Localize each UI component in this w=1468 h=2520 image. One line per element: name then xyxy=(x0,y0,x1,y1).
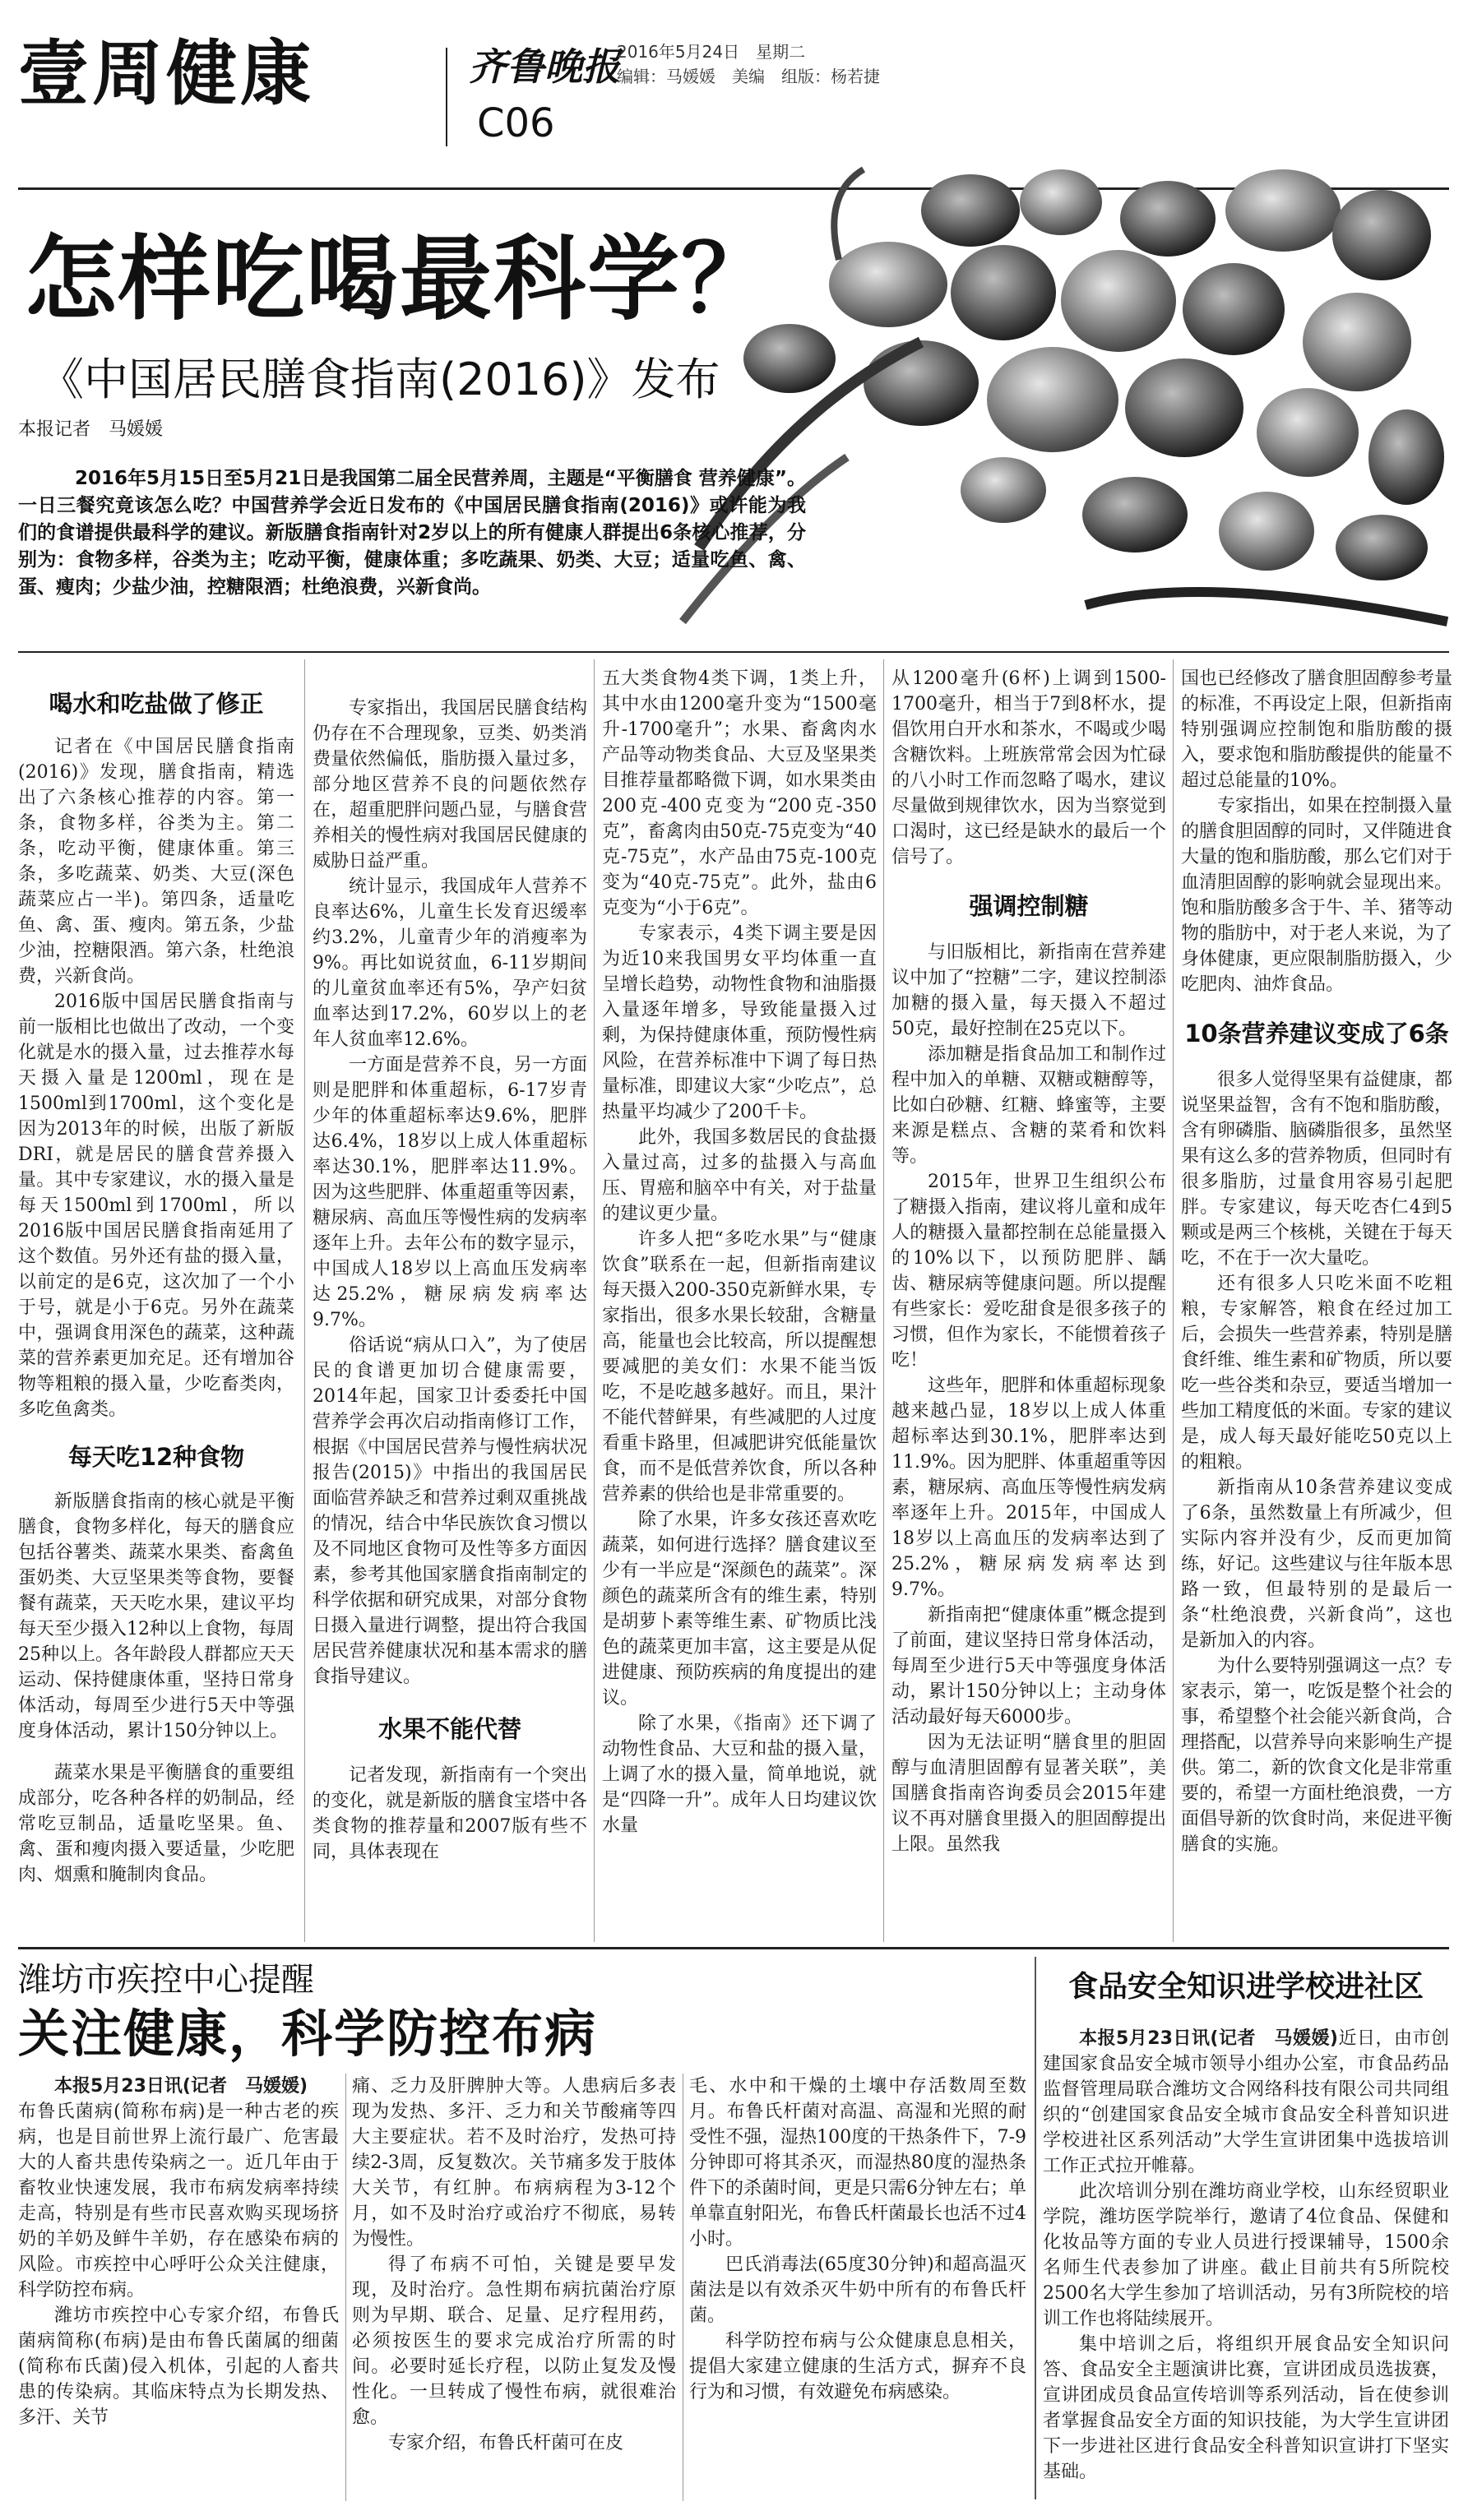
news-label: 潍坊市疾控中心提醒 xyxy=(18,1961,314,1999)
news1-column-2 xyxy=(352,2074,676,2501)
section-head-twelve-foods: 每天吃12种食物 xyxy=(67,1443,245,1471)
article-paragraph: 痛、乏力及肝脾肿大等。人患病后多表现为发热、多汗、乏力和关节酸痛等四大主要症状。若不及时治疗，发热可持续2-3周，反复数次。关节痛多发于肢体大关节，有红肿。布病病程为3-12个月，如不及时治疗或治疗不彻底，易转为慢性。 xyxy=(352,2076,676,2250)
article-paragraph: 这些年，肥胖和体重超标现象越来越凸显，18岁以上成人体重超标率达到30.1%，肥胖率达到11.9%。因为肥胖、体重超重等因素，糖尿病、高血压等慢性病发病率逐年上升。2015年，中国成人18岁以上高血压的发病率达到了25.2%，糖尿病发病率达到9.7%。 xyxy=(891,1376,1166,1600)
masthead-divider xyxy=(446,48,447,146)
column-divider xyxy=(1173,659,1174,1942)
section-head-ten-tips: 10条营养建议变成了6条 xyxy=(1184,1020,1449,1047)
article-paragraph: 专家介绍，布鲁氏杆菌可在皮 xyxy=(388,2433,624,2453)
article-paragraph: 毛、水中和干燥的土壤中存活数周至数月。布鲁氏杆菌对高温、高湿和光照的耐受性不强，湿热100度的干热条件下，7-9分钟即可将其杀灭，而湿热80度的湿热条件下的杀菌时间，更是只需6分钟左右；单单靠直射阳光，布鲁氏杆菌最长也活不过4小时。 xyxy=(689,2076,1026,2250)
article-paragraph: 此次培训分别在潍坊商业学校，山东经贸职业学院，潍坊医学院举行，邀请了4位食品、保健和化妆品等方面的专业人员进行授课辅导，1500余名师生代表参加了讲座。截止目前共有5所院校2500名大学生参加了培训活动，另有3所院校的培训工作也将陆续展开。 xyxy=(1043,2181,1449,2329)
news1-column-1 xyxy=(18,2074,339,2501)
feature-subtitle: 《中国居民膳食指南(2016)》发布 xyxy=(39,354,720,405)
feature-top-rule xyxy=(18,651,1449,653)
column-divider xyxy=(594,659,595,1942)
article-text: 近日，由市创建国家食品安全城市领导小组办公室，市食品药品监督管理局联合潍坊文合网络科技有限公司共同组织的“创建国家食品安全城市食品安全科普知识进学校进社区系列活动”大学生宣讲团集中选拔培训工作正式拉开帷幕。 xyxy=(1043,2028,1449,2176)
masthead-meta xyxy=(617,39,880,89)
news-dateline xyxy=(18,2074,339,2099)
article-paragraph: 添加糖是指食品加工和制作过程中加入的单糖、双糖或糖醇等，比如白砂糖、红糖、蜂蜜等，主要来源是糕点、含糖的菜肴和饮料等。 xyxy=(891,1044,1166,1167)
feature-column-2 xyxy=(313,666,587,1942)
article-paragraph: 五大类食物4类下调，1类上升，其中水由1200毫升变为“1500毫升-1700毫升”；水果、畜禽肉水产品等动物类食品、大豆及坚果类目推荐量都略微下调，如水果类由200克-400克变为“200克-350克”，畜禽肉由50克-75克变为“40克-75克”，水产品由75克-100克变为“40克-75克”。此外，盐由6克变为“小于6克”。 xyxy=(602,668,877,918)
section-title: 壹周健康 xyxy=(18,33,314,115)
feature-column-4 xyxy=(891,666,1166,1942)
article-paragraph: 统计显示，我国成年人营养不良率达6%，儿童生长发育迟缓率约3.2%，儿童青少年的消瘦率为9%。再比如说贫血，6-11岁期间的儿童贫血率还有5%，孕产妇贫血率达到17.2%，60岁以上的老年人贫血率12.6%。 xyxy=(313,876,587,1050)
section-head-sugar: 强调控制糖 xyxy=(969,892,1089,920)
bottom-section-rule xyxy=(18,1947,1449,1949)
article-paragraph: 此外，我国多数居民的食盐摄入量过高，过多的盐摄入与高血压、胃癌和脑卒中有关，对于盐量的建议更少量。 xyxy=(602,1127,877,1224)
article-paragraph: 与旧版相比，新指南在营养建议中加了“控糖”二字，建议控制添加糖的摄入量，每天摄入不超过50克，最好控制在25克以下。 xyxy=(891,942,1166,1039)
feature-column-5 xyxy=(1181,666,1452,1942)
column-divider xyxy=(883,659,884,1942)
date-line: 2016年5月24日 星期二 xyxy=(617,42,806,62)
section-head-water-salt: 喝水和吃盐做了修正 xyxy=(49,690,264,718)
article-paragraph: 一方面是营养不良，另一方面则是肥胖和体重超标，6-17岁青少年的体重超标率达9.6%，肥胖达6.4%，18岁以上成人体重超标率达30.1%，肥胖率达11.9%。因为这些肥胖、体重超重等因素，糖尿病、高血压等慢性病的发病率逐年上升。去年公布的数字显示，中国成人18岁以上高血压发病率达25.2%，糖尿病发病率达9.7%。 xyxy=(313,1055,587,1330)
article-paragraph: 得了布病不可怕，关键是要早发现，及时治疗。急性期布病抗菌治疗原则为早期、联合、足量、足疗程用药，必须按医生的要求完成治疗所需的时间。必要时延长疗程，以防止复发及慢性化。一旦转成了慢性布病，就很难治愈。 xyxy=(352,2254,676,2428)
news2-column xyxy=(1043,2026,1449,2501)
article-paragraph: 因为无法证明“膳食里的胆固醇与血清胆固醇有显著关联”，美国膳食指南咨询委员会2015年建议不再对膳食里摄入的胆固醇提出上限。虽然我 xyxy=(891,1732,1166,1855)
article-paragraph: 还有很多人只吃米面不吃粗粮，专家解答，粮食在经过加工后，会损失一些营养素，特别是膳食纤维、维生素和矿物质，所以要吃一些谷类和杂豆，要适当增加一些加工精度低的米面。专家的建议是，成人每天最好能吃50克以上的粗粮。 xyxy=(1181,1274,1452,1473)
article-paragraph: 2015年，世界卫生组织公布了糖摄入指南，建议将儿童和成年人的糖摄入量都控制在总能量摄入的10%以下，以预防肥胖、龋齿、糖尿病等健康问题。所以提醒有些家长：爱吃甜食是很多孩子的习惯，但作为家长，不能惯着孩子吃！ xyxy=(891,1172,1166,1371)
feature-column-3 xyxy=(602,666,877,1942)
article-paragraph: 记者发现，新指南有一个突出的变化，就是新版的膳食宝塔中各类食物的推荐量和2007版有些不同，具体表现在 xyxy=(313,1765,587,1862)
article-paragraph: 2016版中国居民膳食指南与前一版相比也做出了改动，一个变化就是水的摄入量，过去推荐水每天摄入量是1200ml，现在是1500ml到1700ml，这个变化是因为2013年的时候，出版了新版DRI，就是居民的膳食营养摄入量。其中专家建议，水的摄入量是每天1500ml到1700ml，所以2016版中国居民膳食指南延用了这个数值。另外还有盐的摄入量，以前定的是6克，这次加了一个小于号，就是小于6克。另外在蔬菜中，强调食用深色的蔬菜，这种蔬菜的营养素更加充足。还有增加谷物等粗粮的摄入量，少吃畜类肉，多吃鱼禽类。 xyxy=(18,992,294,1420)
article-paragraph: 蔬菜水果是平衡膳食的重要组成部分，吃各种各样的奶制品，经常吃豆制品，适量吃坚果。鱼、禽、蛋和瘦肉摄入要适量，少吃肥肉、烟熏和腌制肉食品。 xyxy=(18,1763,294,1885)
article-paragraph: 从1200毫升(6杯)上调到1500-1700毫升，相当于7到8杯水，提倡饮用白开水和茶水，不喝或少喝含糖饮料。上班族常常会因为忙碌的八小时工作而忽略了喝水，建议尽量做到规律饮水，因为当察觉到口渴时，这已经是缺水的最后一个信号了。 xyxy=(891,668,1166,867)
article-paragraph: 集中培训之后，将组织开展食品安全知识问答、食品安全主题演讲比赛，宣讲团成员选拔赛，宣讲团成员食品宣传培训等系列活动，旨在使参训者掌握食品安全方面的知识技能，为大学生宣讲团下一步进社区进行食品安全科普知识宣讲打下坚实基础。 xyxy=(1043,2334,1449,2482)
column-divider xyxy=(304,659,305,1942)
article-paragraph: 新指南从10条营养建议变成了6条，虽然数量上有所减少，但实际内容并没有少，反而更加简练，好记。这些建议与往年版本思路一致，但最特别的是最后一条“杜绝浪费，兴新食尚”，这也是新加入的内容。 xyxy=(1181,1477,1452,1651)
news-headline: 关注健康，科学防控布病 xyxy=(18,2004,598,2064)
feature-column-1 xyxy=(18,673,294,1942)
bottom-column-divider xyxy=(1035,1957,1036,2499)
article-paragraph: 潍坊市疾控中心专家介绍，布鲁氏菌病简称(布病)是由布鲁氏菌属的细菌(简称布氏菌)侵入机体，引起的人畜共患的传染病。其临床特点为长期发热、多汗、关节 xyxy=(18,2305,339,2428)
page-number: C06 xyxy=(477,100,555,146)
article-paragraph xyxy=(1043,2026,1449,2179)
article-paragraph: 为什么要特别强调这一点？专家表示，第一，吃饭是整个社会的事，希望整个社会能兴新食尚，合理搭配，以营养导向来影响生产提供。第二，新的饮食文化是非常重要的，希望一方面杜绝浪费，一方面倡导新的饮食时尚，来促进平衡膳食的实施。 xyxy=(1181,1656,1452,1855)
article-paragraph: 专家表示，4类下调主要是因为近10来我国男女平均体重一直呈增长趋势，动物性食物和油脂摄入量逐年增多，导致能量摄入过剩，为保持健康体重，预防慢性病风险，在营养标准中下调了每日热量标准，即建议大家“少吃点”，总热量平均减少了200千卡。 xyxy=(602,923,877,1122)
news-headline: 食品安全知识进学校进社区 xyxy=(1067,1970,1424,2004)
article-paragraph: 新版膳食指南的核心就是平衡膳食，食物多样化，每天的膳食应包括谷薯类、蔬菜水果类、畜禽鱼蛋奶类、大豆坚果类等食物，要餐餐有蔬菜，天天吃水果，建议平均每天至少摄入12种以上食物，每周25种以上。各年龄段人群都应天天运动、保持健康体重，坚持日常身体活动，每周至少进行5天中等强度身体活动，累计150分钟以上。 xyxy=(18,1491,294,1741)
news1-column-3 xyxy=(689,2074,1026,2501)
dateline: 本报5月23日讯(记者 马媛媛) xyxy=(1079,2028,1338,2049)
article-paragraph: 国也已经修改了膳食胆固醇参考量的标准，不再设定上限，但新指南特别强调应控制饱和脂肪酸的摄入，要求饱和脂肪酸提供的能量不超过总能量的10%。 xyxy=(1181,668,1452,791)
article-paragraph: 记者在《中国居民膳食指南(2016)》发现，膳食指南，精选出了六条核心推荐的内容。第一条，食物多样，谷类为主。第二条，吃动平衡，健康体重。第三条，多吃蔬菜、奶类、大豆(深色蔬菜应占一半)。第四条，适量吃鱼、禽、蛋、瘦肉。第五条，少盐少油，控糖限酒。第六条，杜绝浪费，兴新食尚。 xyxy=(18,737,294,987)
paper-name-logo: 齐鲁晚报 xyxy=(469,44,620,89)
article-paragraph: 很多人觉得坚果有益健康，都说坚果益智，含有不饱和脂肪酸，含有卵磷脂、脑磷脂很多，虽然坚果有这么多的营养物质，但同时有很多脂肪，过量食用容易引起肥胖。专家建议，每天吃杏仁4到5颗或是两三个核桃，关键在于每天吃，不在于一次大量吃。 xyxy=(1181,1070,1452,1269)
article-paragraph: 科学防控布病与公众健康息息相关，提倡大家建立健康的生活方式，摒弃不良行为和习惯，有效避免布病感染。 xyxy=(689,2331,1026,2402)
editor-line: 编辑：马媛媛 美编 组版：杨若捷 xyxy=(617,67,880,86)
article-paragraph: 除了水果，许多女孩还喜欢吃蔬菜，如何进行选择？膳食建议至少有一半应是“深颜色的蔬菜”。深颜色的蔬菜所含有的维生素，特别是胡萝卜素等维生素、矿物质比浅色的蔬菜更加丰富，这主要是从促进健康、预防疾病的角度提出的建议。 xyxy=(602,1510,877,1709)
column-divider xyxy=(345,2074,346,2501)
feature-title: 怎样吃喝最科学？ xyxy=(25,226,775,333)
article-paragraph: 除了水果，《指南》还下调了动物性食品、大豆和盐的摄入量，上调了水的摄入量，简单地说，就是“四降一升”。成年人日均建议饮水量 xyxy=(602,1713,877,1836)
article-paragraph: 俗话说“病从口入”，为了使居民的食谱更加切合健康需要，2014年起，国家卫计委委托中国营养学会再次启动指南修订工作，根据《中国居民营养与慢性病状况报告(2015)》中指出的我国居民面临营养缺乏和营养过剩双重挑战的情况，结合中华民族饮食习惯以及不同地区食物可及性等多方面因素，参考其他国家膳食指南制定的科学依据和研究成果，对部分食物日摄入量进行调整，提出符合我国居民营养健康状况和基本需求的膳食指导建议。 xyxy=(313,1335,587,1687)
article-paragraph: 专家指出，我国居民膳食结构仍存在不合理现象，豆类、奶类消费量依然偏低，脂肪摄入量过多，部分地区营养不良的问题依然存在，超重肥胖问题凸显，与膳食营养相关的慢性病对我国居民健康的威胁日益严重。 xyxy=(313,698,587,872)
section-head-fruit: 水果不能代替 xyxy=(377,1715,521,1743)
article-paragraph: 专家指出，如果在控制摄入量的膳食胆固醇的同时，又伴随进食大量的饱和脂肪酸，那么它们对于血清胆固醇的影响就会显现出来。饱和脂肪酸多含于牛、羊、猪等动物的脂肪中，对于老人来说，为了身体健康，更应限制脂肪摄入，少吃肥肉、油炸食品。 xyxy=(1181,796,1452,995)
feature-lead: 2016年5月15日至5月21日是我国第二届全民营养周，主题是“平衡膳食 营养健康”。一日三餐究竟该怎么吃？中国营养学会近日发布的《中国居民膳食指南(2016)》或许能为我们的食谱提供最科学的建议。新版膳食指南针对2岁以上的所有健康人群提出6条核心推荐，分别为：食物多样，谷类为主；吃动平衡，健康体重；多吃蔬果、奶类、大豆；适量吃鱼、禽、蛋、瘦肉；少盐少油，控糖限酒；杜绝浪费，兴新食尚。 xyxy=(18,468,806,598)
article-paragraph: 布鲁氏菌病(简称布病)是一种古老的疾病，也是目前世界上流行最广、危害最大的人畜共患传染病之一。近几年由于畜牧业快速发展，我市布病发病率持续走高，特别是有些市民喜欢购买现场挤奶的羊奶及鲜牛羊奶，存在感染布病的风险。市疾控中心呼吁公众关注健康，科学防控布病。 xyxy=(18,2102,339,2300)
article-paragraph: 许多人把“多吃水果”与“健康饮食”联系在一起，但新指南建议每天摄入200-350克新鲜水果，专家指出，很多水果长较甜，含糖量高，能量也会比较高，所以提醒想要减肥的美女们：水果不能当饭吃，不是吃越多越好。而且，果汁不能代替鲜果，有些减肥的人过度看重卡路里，但减肥讲究低能量饮食，而不是低营养饮食，所以各种营养素的供给也是非常重要的。 xyxy=(602,1229,877,1505)
article-paragraph: 新指南把“健康体重”概念提到了前面，建议坚持日常身体活动，每周至少进行5天中等强度身体活动，累计150分钟以上；主动身体活动最好每天6000步。 xyxy=(891,1605,1166,1727)
feature-byline: 本报记者 马媛媛 xyxy=(18,419,164,440)
dateline: 本报5月23日讯(记者 马媛媛) xyxy=(54,2076,308,2097)
article-paragraph: 巴氏消毒法(65度30分钟)和超高温灭菌法是以有效杀灭牛奶中所有的布鲁氏杆菌。 xyxy=(689,2254,1026,2326)
